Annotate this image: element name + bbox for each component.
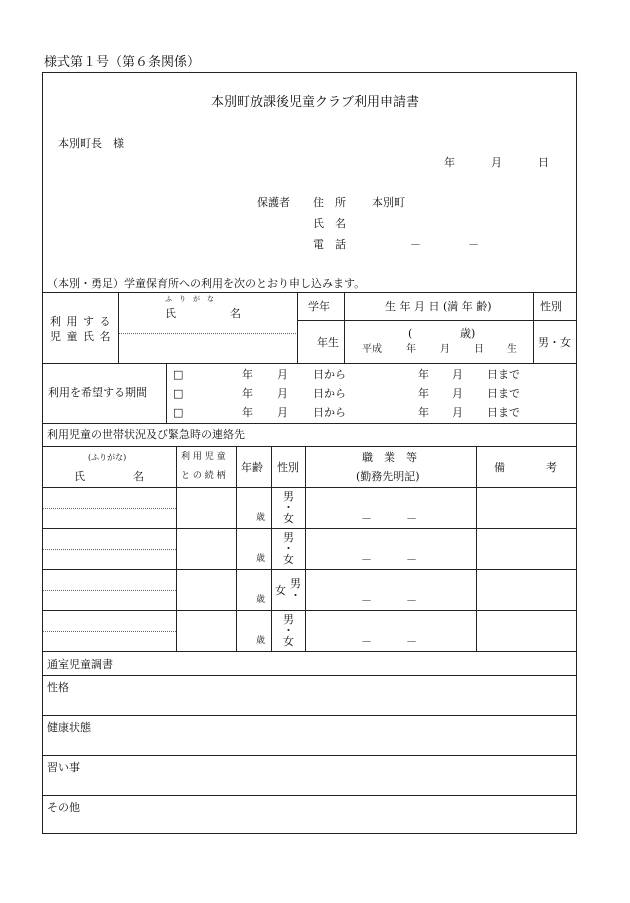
period-month: 月	[277, 368, 288, 381]
job-header: (勤務先明記)	[356, 470, 420, 483]
gender-male[interactable]: 男	[283, 613, 294, 626]
survey-title: 通室児童調書	[47, 658, 113, 671]
guardian-phone-label: 電 話	[313, 238, 346, 251]
name-header: 氏	[165, 307, 176, 320]
family-section-title: 利用児童の世帯状況及び緊急時の連絡先	[47, 428, 245, 441]
job-dash: －	[406, 553, 417, 566]
job-dash: －	[406, 635, 417, 648]
period-label: 利用を希望する期間	[48, 386, 147, 399]
date-month[interactable]: 月	[491, 156, 502, 169]
period-to: 日まで	[487, 387, 520, 400]
lessons-label: 習い事	[47, 761, 80, 774]
guardian-name-label: 氏 名	[313, 217, 346, 230]
period-to: 日まで	[487, 368, 520, 381]
period-from: 日から	[313, 406, 346, 419]
remarks-header: 考	[546, 461, 557, 474]
form-number: 様式第１号（第６条関係）	[44, 55, 201, 70]
period-year: 年	[242, 387, 253, 400]
job-dash: －	[361, 635, 372, 648]
period-month: 月	[452, 368, 463, 381]
birth-header: 生 年 月 日 (満 年 齢)	[385, 300, 492, 313]
family-name-header: 氏	[74, 470, 85, 483]
family-name-header: 名	[133, 470, 144, 483]
job-dash: －	[406, 594, 417, 607]
period-year: 年	[418, 387, 429, 400]
job-header: 職 業 等	[362, 451, 417, 464]
gender-dot: ・	[290, 589, 301, 602]
child-label: 児 童 氏 名	[50, 330, 112, 343]
phone-dash: －	[468, 238, 479, 251]
period-month: 月	[452, 387, 463, 400]
personality-label: 性格	[47, 681, 69, 694]
gender-male[interactable]: 男	[283, 490, 294, 503]
grade-unit[interactable]: 年生	[317, 336, 339, 349]
other-label: その他	[47, 801, 80, 814]
guardian-address-label: 住 所	[313, 196, 346, 209]
period-month: 月	[277, 406, 288, 419]
gender-male[interactable]: 男	[283, 531, 294, 544]
gender-dot: ・	[283, 542, 294, 555]
birth-month[interactable]: 月	[440, 344, 450, 355]
period-checkbox[interactable]: □	[173, 368, 184, 381]
gender-female[interactable]: 女	[283, 553, 294, 566]
period-to: 日まで	[487, 406, 520, 419]
form-title: 本別町放課後児童クラブ利用申請書	[210, 95, 419, 110]
gender-header: 性別	[540, 300, 562, 313]
date-day[interactable]: 日	[538, 156, 549, 169]
period-from: 日から	[313, 387, 346, 400]
job-dash: －	[361, 594, 372, 607]
gender-female[interactable]: 女	[275, 584, 286, 597]
age-unit[interactable]: 歳	[256, 554, 266, 564]
addressee: 本別町長 様	[58, 137, 124, 150]
remarks-header: 備	[494, 461, 505, 474]
era: 平成	[362, 344, 382, 355]
furigana-label: ふ り が な	[165, 295, 214, 303]
period-checkbox[interactable]: □	[173, 387, 184, 400]
gender-female[interactable]: 女	[283, 635, 294, 648]
phone-dash: －	[410, 238, 421, 251]
birth-suffix: 生	[507, 344, 517, 355]
guardian-label: 保護者	[257, 196, 290, 209]
gender-dot: ・	[283, 501, 294, 514]
grade-header: 学年	[308, 300, 330, 313]
birth-day[interactable]: 日	[474, 344, 484, 355]
period-year: 年	[418, 406, 429, 419]
job-dash: －	[361, 553, 372, 566]
age-unit[interactable]: 歳	[256, 636, 266, 646]
age-unit[interactable]: 歳	[256, 595, 266, 605]
age-close[interactable]: 歳)	[460, 327, 476, 340]
health-label: 健康状態	[47, 721, 91, 734]
age-unit[interactable]: 歳	[256, 513, 266, 523]
date-year[interactable]: 年	[444, 156, 455, 169]
relation-header: と の 続 柄	[181, 471, 226, 481]
name-header: 名	[230, 307, 241, 320]
child-label: 利 用 す る	[50, 315, 112, 328]
period-year: 年	[242, 368, 253, 381]
guardian-address-value[interactable]: 本別町	[372, 196, 405, 209]
period-month: 月	[452, 406, 463, 419]
request-text: （本別・勇足）学童保育所への利用を次のとおり申し込みます。	[47, 277, 366, 290]
gender-header: 性別	[277, 461, 299, 474]
period-year: 年	[418, 368, 429, 381]
job-dash: －	[406, 512, 417, 525]
period-from: 日から	[313, 368, 346, 381]
gender-female[interactable]: 女	[283, 512, 294, 525]
family-furigana: (ふりがな)	[88, 453, 127, 462]
age-header: 年齢	[241, 461, 263, 474]
period-year: 年	[242, 406, 253, 419]
period-month: 月	[277, 387, 288, 400]
gender-male[interactable]: 男	[290, 577, 301, 590]
age-open: (	[408, 327, 413, 340]
relation-header: 利 用 児 童	[181, 452, 226, 462]
period-checkbox[interactable]: □	[173, 406, 184, 419]
gender-dot: ・	[283, 624, 294, 637]
gender-value[interactable]: 男・女	[538, 336, 571, 349]
birth-year[interactable]: 年	[406, 344, 416, 355]
job-dash: －	[361, 512, 372, 525]
